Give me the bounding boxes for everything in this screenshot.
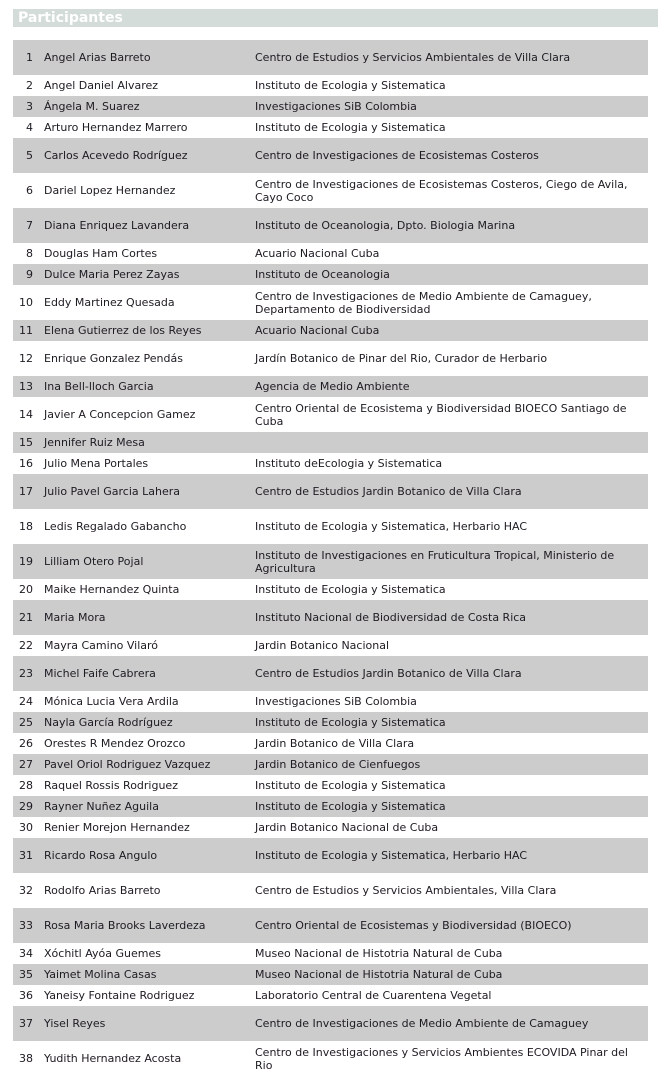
participant-number: 28 [19,779,33,792]
participant-institution: Investigaciones SiB Colombia [255,100,417,113]
participant-number: 11 [19,324,33,337]
participant-row [13,600,648,635]
participant-institution: Centro Oriental de Ecosistemas y Biodiversidad (BIOECO) [255,919,572,932]
participant-name: Mónica Lucia Vera Ardila [44,695,179,708]
participant-number: 2 [26,79,33,92]
participant-institution: Instituto de Ecologia y Sistematica, Herbario HAC [255,520,528,533]
participant-name: Elena Gutierrez de los Reyes [44,324,202,337]
participant-name: Ledis Regalado Gabancho [44,520,187,533]
participant-number: 37 [19,1017,33,1030]
participant-row [13,138,648,173]
participant-number: 1 [26,51,33,64]
participant-number: 4 [26,121,33,134]
participant-institution: Instituto de Ecologia y Sistematica [255,800,446,813]
participant-name: Julio Mena Portales [44,457,149,470]
participant-number: 8 [26,247,33,260]
participant-institution: Instituto de Ecologia y Sistematica [255,779,446,792]
participant-name: Ángela M. Suarez [44,100,140,113]
participant-row [13,432,648,453]
participant-name: Yaimet Molina Casas [44,968,157,981]
participant-name: Xóchitl Ayóa Guemes [44,947,161,960]
participant-institution [255,432,648,453]
participant-number: 9 [26,268,33,281]
participant-name: Yudith Hernandez Acosta [44,1052,182,1065]
participant-number: 16 [19,457,33,470]
participant-row [13,264,648,285]
participant-number: 18 [19,520,33,533]
participant-number: 24 [19,695,33,708]
participant-institution: Centro de Estudios Jardin Botanico de Villa Clara [255,667,522,680]
participant-row [13,285,648,320]
participant-institution: Instituto de Ecologia y Sistematica [255,79,446,92]
participant-name: Michel Faife Cabrera [44,667,156,680]
participant-institution: Acuario Nacional Cuba [255,247,380,260]
participant-institution: Museo Nacional de Histotria Natural de Cuba [255,947,503,960]
participant-name: Rayner Nuñez Aguila [44,800,159,813]
participant-row [13,775,648,796]
participant-name: Arturo Hernandez Marrero [44,121,188,134]
participant-number: 22 [19,639,33,652]
participant-institution: Instituto de Oceanologia [255,268,390,281]
participant-row [13,838,648,873]
participant-institution: Centro de Estudios Jardin Botanico de Villa Clara [255,485,522,498]
participant-row [13,733,648,754]
participant-name: Dariel Lopez Hernandez [44,184,176,197]
participant-number: 38 [19,1052,33,1065]
participant-number: 21 [19,611,33,624]
participant-institution: Centro Oriental de Ecosistema y Biodiversidad BIOECO Santiago de Cuba [255,401,627,428]
participant-row [13,96,648,117]
participant-name: Angel Arias Barreto [44,51,151,64]
participant-name: Lilliam Otero Pojal [44,555,144,568]
participant-row [13,985,648,1006]
participant-number: 20 [19,583,33,596]
participant-row [13,579,648,600]
participant-number: 35 [19,968,33,981]
participant-row [13,40,648,75]
participant-row [13,243,648,264]
participant-name: Orestes R Mendez Orozco [44,737,186,750]
participant-name: Douglas Ham Cortes [44,247,158,260]
participant-number: 30 [19,821,33,834]
participant-institution: Centro de Estudios y Servicios Ambientales de Villa Clara [255,51,571,64]
participant-number: 27 [19,758,33,771]
participant-row [13,376,648,397]
participant-institution: Jardin Botanico Nacional [255,639,390,652]
participant-row [13,474,648,509]
participant-row [13,712,648,733]
participant-row [13,544,648,579]
participant-number: 26 [19,737,33,750]
participant-name: Ricardo Rosa Angulo [44,849,158,862]
participant-institution: Investigaciones SiB Colombia [255,695,417,708]
participant-row [13,691,648,712]
section-header [13,9,658,27]
participant-name: Maike Hernandez Quinta [44,583,180,596]
participant-institution: Centro de Investigaciones de Medio Ambiente de Camaguey [255,1017,589,1030]
participants-table [13,40,648,1076]
participant-number: 7 [26,219,33,232]
participant-number: 32 [19,884,33,897]
participant-name: Javier A Concepcion Gamez [44,408,196,421]
participant-number: 34 [19,947,33,960]
participant-row [13,1041,648,1076]
participant-number: 5 [26,149,33,162]
participant-name: Carlos Acevedo Rodríguez [44,149,188,162]
participant-name: Yisel Reyes [44,1017,106,1030]
participant-number: 10 [19,296,33,309]
participant-number: 29 [19,800,33,813]
participant-row [13,817,648,838]
section-title: Participantes [18,10,123,26]
participant-institution: Instituto de Ecologia y Sistematica, Herbario HAC [255,849,528,862]
participant-row [13,873,648,908]
participant-row [13,754,648,775]
participant-number: 6 [26,184,33,197]
participant-name: Julio Pavel Garcia Lahera [44,485,181,498]
participant-name: Dulce Maria Perez Zayas [44,268,180,281]
participant-number: 19 [19,555,33,568]
participant-row [13,656,648,691]
participant-institution: Instituto de Ecologia y Sistematica [255,121,446,134]
participant-number: 12 [19,352,33,365]
participant-row [13,117,648,138]
participant-row [13,397,648,432]
participant-name: Renier Morejon Hernandez [44,821,190,834]
participant-institution: Centro de Investigaciones de Ecosistemas Costeros [255,149,539,162]
participant-row [13,964,648,985]
participant-institution: Jardin Botanico Nacional de Cuba [255,821,439,834]
participant-institution: Centro de Investigaciones y Servicios Ambientes ECOVIDA Pinar del Rio [255,1045,628,1072]
participant-institution: Museo Nacional de Histotria Natural de Cuba [255,968,503,981]
participant-row [13,509,648,544]
participant-institution: Centro de Investigaciones de Medio Ambiente de Camaguey, Departamento de Biodiversidad [255,289,592,316]
participant-name: Pavel Oriol Rodriguez Vazquez [44,758,211,771]
participant-institution: Jardin Botanico de Villa Clara [255,737,415,750]
participant-institution: Instituto de Ecologia y Sistematica [255,583,446,596]
participant-number: 13 [19,380,33,393]
participant-name: Ina Bell-lloch Garcia [44,380,154,393]
participant-name: Nayla García Rodríguez [44,716,173,729]
participant-institution: Instituto de Investigaciones en Fruticultura Tropical, Ministerio de Agricultura [255,548,615,575]
participant-row [13,320,648,341]
participant-row [13,796,648,817]
participant-name: Diana Enriquez Lavandera [44,219,190,232]
participant-number: 17 [19,485,33,498]
participant-row [13,173,648,208]
participant-row [13,635,648,656]
participant-number: 3 [26,100,33,113]
participant-name: Raquel Rossis Rodriguez [44,779,178,792]
participant-number: 36 [19,989,33,1002]
participant-institution: Jardín Botanico de Pinar del Rio, Curador de Herbario [255,352,548,365]
participant-number: 31 [19,849,33,862]
participant-name: Jennifer Ruiz Mesa [44,436,145,449]
participant-number: 23 [19,667,33,680]
participant-institution: Agencia de Medio Ambiente [255,380,410,393]
participant-institution: Instituto Nacional de Biodiversidad de Costa Rica [255,611,527,624]
participant-name: Yaneisy Fontaine Rodriguez [44,989,195,1002]
participant-row [13,943,648,964]
participant-institution: Instituto de Ecologia y Sistematica [255,716,446,729]
participant-institution: Centro de Investigaciones de Ecosistemas Costeros, Ciego de Avila, Cayo Coco [255,177,628,204]
participant-row [13,75,648,96]
participant-row [13,908,648,943]
participant-name: Enrique Gonzalez Pendás [44,352,183,365]
participant-number: 14 [19,408,33,421]
participant-institution: Jardin Botanico de Cienfuegos [255,758,421,771]
participant-row [13,341,648,376]
participant-row [13,208,648,243]
participant-row [13,453,648,474]
participant-name: Maria Mora [44,611,106,624]
participant-institution: Acuario Nacional Cuba [255,324,380,337]
participant-number: 33 [19,919,33,932]
participant-institution: Centro de Estudios y Servicios Ambientales, Villa Clara [255,884,557,897]
participant-name: Angel Daniel Alvarez [44,79,159,92]
participant-name: Mayra Camino Vilaró [44,639,159,652]
participant-name: Rosa Maria Brooks Laverdeza [44,919,206,932]
participant-name: Eddy Martinez Quesada [44,296,175,309]
participant-institution: Laboratorio Central de Cuarentena Vegetal [255,989,492,1002]
participant-institution: Instituto de Oceanologia, Dpto. Biologia Marina [255,219,516,232]
participant-number: 15 [19,436,33,449]
participant-row [13,1006,648,1041]
participant-institution: Instituto deEcologia y Sistematica [255,457,443,470]
participant-number: 25 [19,716,33,729]
participant-name: Rodolfo Arias Barreto [44,884,161,897]
